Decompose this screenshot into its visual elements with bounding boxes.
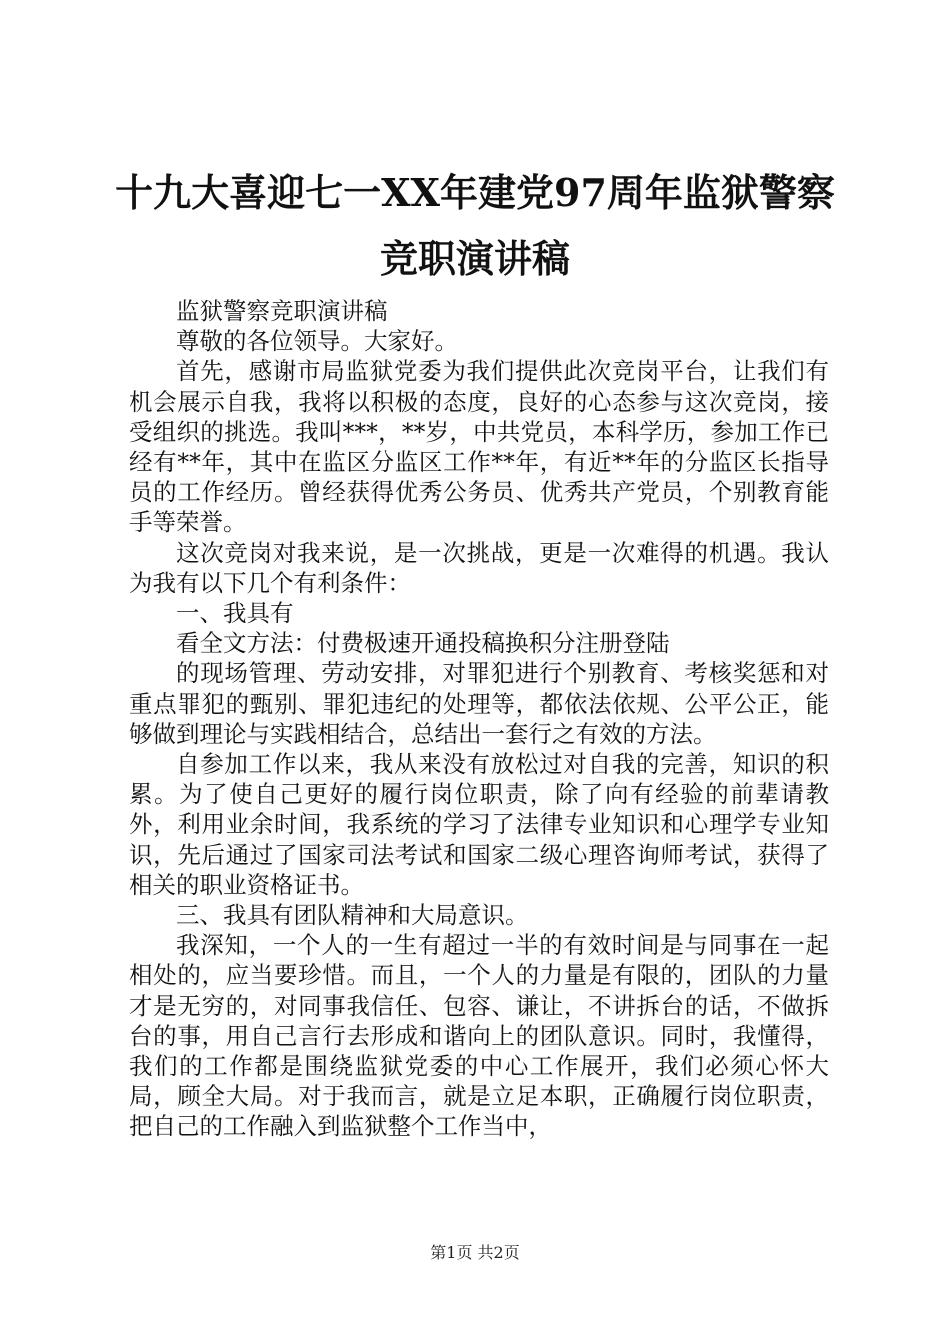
paragraph-teamwork: 我深知，一个人的一生有超过一半的有效时间是与同事在一起相处的，应当要珍惜。而且，一个人的力量是有限的，团队的力量才是无穷的，对同事我信任、包容、谦让，不讲拆台的话，不做拆台的事，用自己言行去形成和谐向上的团队意识。同时，我懂得，我们的工作都是围绕监狱党委的中心工作展开，我们必须心怀大局，顾全大局。对于我而言，就是立足本职，正确履行岗位职责，把自己的工作融入到监狱整个工作当中， <box>129 931 829 1141</box>
paragraph-heading-three: 三、我具有团队精神和大局意识。 <box>176 901 529 930</box>
paragraph-introduction: 首先，感谢市局监狱党委为我们提供此次竞岗平台，让我们有机会展示自我，我将以积极的态度，良好的心态参与这次竞岗，接受组织的挑选。我叫***，**岁，中共党员，本科学历，参加工作已经有**年，其中在监区分监区工作**年，有近**年的分监区长指导员的工作经历。曾经获得优秀公务员、优秀共产党员，个别教育能手等荣誉。 <box>129 357 829 537</box>
page-footer: 第1页 共2页 <box>430 1243 520 1262</box>
paragraph-management: 的现场管理、劳动安排，对罪犯进行个别教育、考核奖惩和对重点罪犯的甄别、罪犯违纪的处理等，都依法依规、公平公正，能够做到理论与实践相结合，总结出一套行之有效的方法。 <box>129 659 829 748</box>
document-body <box>129 296 829 1142</box>
paragraph-read-full-notice: 看全文方法：付费极速开通投稿换积分注册登陆 <box>176 629 670 658</box>
document-title: 十九大喜迎七一XX年建党97周年监狱警察竞职演讲稿 <box>115 170 835 281</box>
paragraph-heading-one: 一、我具有 <box>176 599 294 628</box>
paragraph-greeting: 尊敬的各位领导。大家好。 <box>176 327 458 356</box>
paragraph-subtitle: 监狱警察竞职演讲稿 <box>176 297 388 325</box>
paragraph-self-improvement: 自参加工作以来，我从来没有放松过对自我的完善，知识的积累。为了使自己更好的履行岗位职责，除了向有经验的前辈请教外，利用业余时间，我系统的学习了法律专业知识和心理学专业知识，先后通过了国家司法考试和国家二级心理咨询师考试，获得了相关的职业资格证书。 <box>129 750 829 899</box>
paragraph-conditions-intro: 这次竞岗对我来说，是一次挑战，更是一次难得的机遇。我认为我有以下几个有利条件： <box>129 538 829 597</box>
